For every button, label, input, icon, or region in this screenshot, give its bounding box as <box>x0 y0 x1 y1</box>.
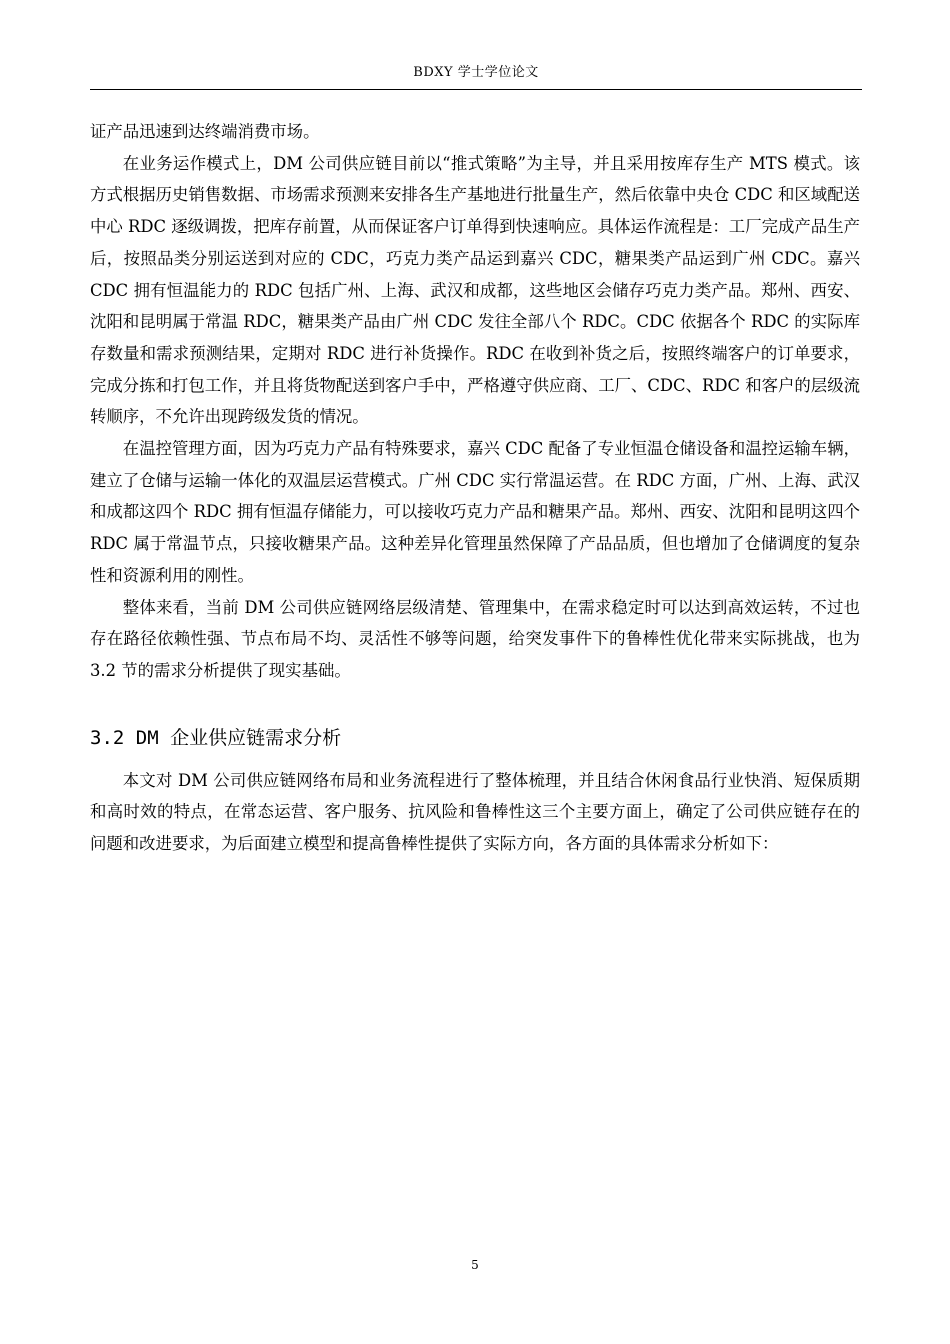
page-number: 5 <box>471 1258 479 1272</box>
section-heading: 3.2 DM 企业供应链需求分析 <box>90 726 342 749</box>
paragraph-overall-assessment: 整体来看，当前 DM 公司供应链网络层级清楚、管理集中，在需求稳定时可以达到高效运转，不过也存在路径依赖性强、节点布局不均、灵活性不够等问题，给突发事件下的鲁棒性优化带来实际挑战，也为 3.2 节的需求分析提供了现实基础。 <box>90 597 860 680</box>
paragraph-demand-analysis-intro: 本文对 DM 公司供应链网络布局和业务流程进行了整体梳理，并且结合休闲食品行业快消、短保质期和高时效的特点，在常态运营、客户服务、抗风险和鲁棒性这三个主要方面上，确定了公司供应链存在的问题和改进要求，为后面建立模型和提高鲁棒性提供了实际方向，各方面的具体需求分析如下： <box>90 770 860 854</box>
body-text <box>90 116 860 860</box>
paragraph-temperature-control: 在温控管理方面，因为巧克力产品有特殊要求，嘉兴 CDC 配备了专业恒温仓储设备和温控运输车辆，建立了仓储与运输一体化的双温层运营模式。广州 CDC 实行常温运营。在 RDC 方面，广州、上海、武汉和成都这四个 RDC 拥有恒温存储能力，可以接收巧克力产品和糖果产品。郑州、西安、沈阳和昆明这四个 RDC 属于常温节点，只接收糖果产品。这种差异化管理虽然保障了产品品质，但也增加了仓储调度的复杂性和资源利用的刚性。 <box>90 439 860 585</box>
paragraph-operation-mode: 在业务运作模式上，DM 公司供应链目前以“推式策略”为主导，并且采用按库存生产 MTS 模式。该方式根据历史销售数据、市场需求预测来安排各生产基地进行批量生产，然后依靠中央仓 CDC 和区域配送中心 RDC 逐级调拨，把库存前置，从而保证客户订单得到快速响应。具体运作流程是：工厂完成产品生产后，按照品类分别运送到对应的 CDC，巧克力类产品运到嘉兴 CDC，糖果类产品运到广州 CDC。嘉兴 CDC 拥有恒温能力的 RDC 包括广州、上海、武汉和成都，这些地区会储存巧克力类产品。郑州、西安、沈阳和昆明属于常温 RDC，糖果类产品由广州 CDC 发往全部八个 RDC。CDC 依据各个 RDC 的实际库存数量和需求预测结果，定期对 RDC 进行补货操作。RDC 在收到补货之后，按照终端客户的订单要求，完成分拣和打包工作，并且将货物配送到客户手中，严格遵守供应商、工厂、CDC、RDC 和客户的层级流转顺序，不允许出现跨级发货的情况。 <box>90 153 860 427</box>
paragraph-continuation: 证产品迅速到达终端消费市场。 <box>90 122 320 141</box>
running-header: BDXY 学士学位论文 <box>413 65 539 80</box>
header-rule <box>90 89 862 90</box>
